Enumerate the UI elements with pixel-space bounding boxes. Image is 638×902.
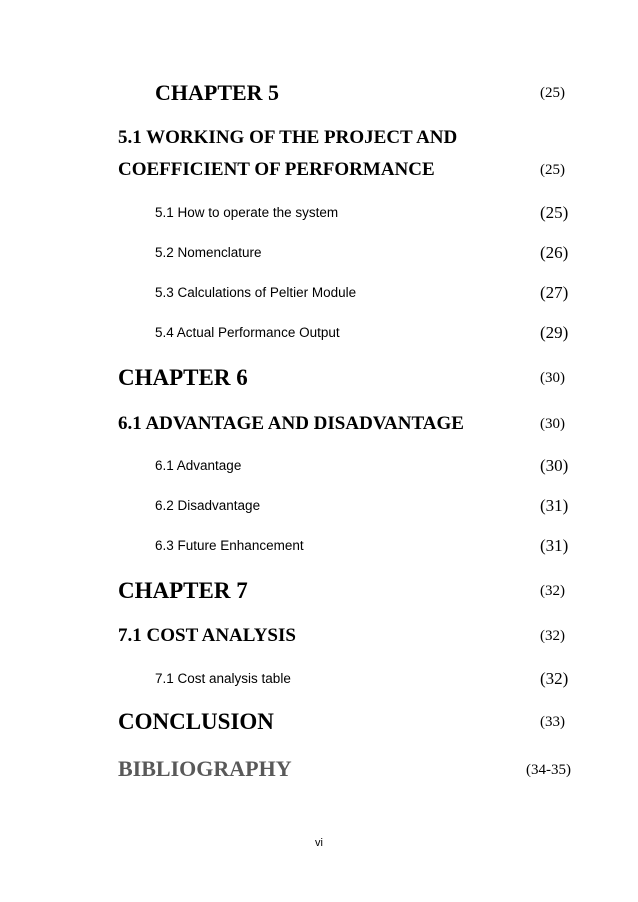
sub-5-3-page: (27): [540, 283, 569, 302]
conclusion-title: CONCLUSION: [118, 709, 274, 734]
sub-6-3-page: (31): [540, 536, 569, 555]
bibliography-page: (34-35): [526, 762, 571, 778]
chapter-6-title: CHAPTER 6: [118, 365, 248, 390]
sub-5-1-page: (25): [540, 203, 569, 222]
chapter-7-page: (32): [540, 583, 565, 599]
sub-5-2-page: (26): [540, 243, 569, 262]
sub-7-1-title: 7.1 Cost analysis table: [155, 671, 291, 686]
sub-6-3-title: 6.3 Future Enhancement: [155, 538, 304, 553]
sub-6-2-page: (31): [540, 496, 569, 515]
sub-5-4-page: (29): [540, 323, 569, 342]
section-5-1-page: (25): [540, 162, 565, 178]
chapter-5-page: (25): [540, 85, 565, 101]
chapter-6-page: (30): [540, 370, 565, 386]
sub-5-1-title: 5.1 How to operate the system: [155, 205, 339, 220]
sub-5-3-title: 5.3 Calculations of Peltier Module: [155, 285, 357, 300]
section-5-1-title-line-2: COEFFICIENT OF PERFORMANCE: [118, 159, 435, 180]
sub-6-1-page: (30): [540, 456, 569, 475]
sub-5-2-title: 5.2 Nomenclature: [155, 245, 262, 260]
chapter-7-title: CHAPTER 7: [118, 578, 248, 603]
section-6-1-page: (30): [540, 416, 565, 432]
bibliography-title: BIBLIOGRAPHY: [118, 756, 292, 781]
sub-6-2-title: 6.2 Disadvantage: [155, 498, 261, 513]
sub-6-1-title: 6.1 Advantage: [155, 458, 242, 473]
chapter-5-title: CHAPTER 5: [155, 80, 280, 105]
section-6-1-title: 6.1 ADVANTAGE AND DISADVANTAGE: [118, 413, 464, 434]
conclusion-page: (33): [540, 714, 565, 730]
page-number-footer: vi: [315, 837, 323, 849]
section-5-1-title-line-1: 5.1 WORKING OF THE PROJECT AND: [118, 127, 458, 148]
section-7-1-title: 7.1 COST ANALYSIS: [118, 625, 296, 646]
sub-5-4-title: 5.4 Actual Performance Output: [155, 325, 340, 340]
section-7-1-page: (32): [540, 628, 565, 644]
sub-7-1-page: (32): [540, 669, 569, 688]
